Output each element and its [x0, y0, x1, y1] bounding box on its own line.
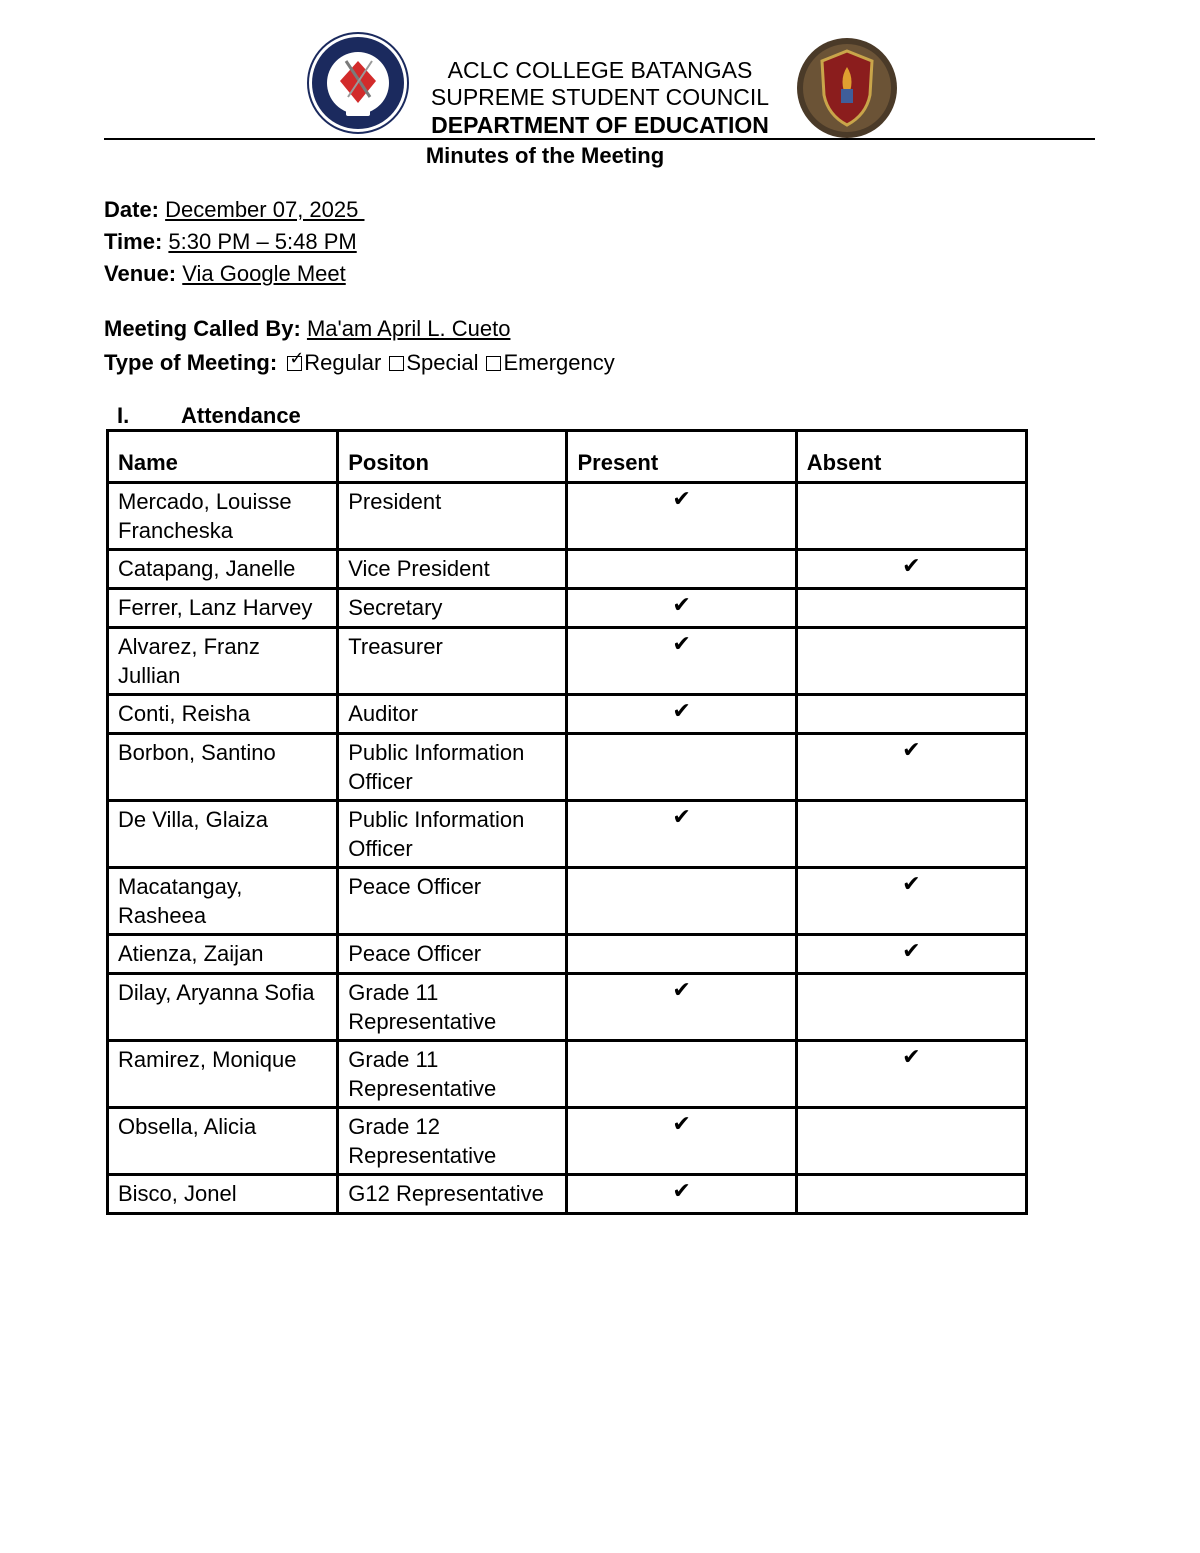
time-label: Time:	[104, 229, 163, 254]
check-mark-icon: ✔	[902, 554, 921, 579]
present-cell	[567, 868, 796, 935]
member-position: Vice President	[338, 550, 567, 589]
absent-cell	[796, 483, 1026, 550]
member-position: Peace Officer	[338, 935, 567, 974]
present-cell	[567, 1108, 796, 1175]
present-cell	[567, 483, 796, 550]
check-mark-icon: ✔	[672, 1179, 691, 1204]
meeting-type-options	[283, 350, 618, 375]
absent-cell	[796, 974, 1026, 1041]
attendance-body	[108, 483, 1027, 1214]
present-cell	[567, 801, 796, 868]
member-position: Treasurer	[338, 628, 567, 695]
section-title: Attendance	[181, 403, 301, 428]
date-row	[104, 196, 364, 224]
check-mark-icon: ✔	[672, 805, 691, 830]
council-name: SUPREME STUDENT COUNCIL	[430, 84, 770, 110]
table-row	[108, 589, 1027, 628]
called-by-label: Meeting Called By:	[104, 316, 301, 341]
absent-cell	[796, 695, 1026, 734]
absent-cell	[796, 589, 1026, 628]
member-name: Macatangay, Rasheea	[108, 868, 338, 935]
absent-cell	[796, 628, 1026, 695]
time-row	[104, 228, 357, 256]
check-mark-icon: ✔	[672, 699, 691, 724]
venue-row	[104, 260, 346, 288]
table-row	[108, 1041, 1027, 1108]
department-name: DEPARTMENT OF EDUCATION	[431, 112, 769, 138]
absent-cell	[796, 935, 1026, 974]
present-cell	[567, 1175, 796, 1214]
member-position: Peace Officer	[338, 868, 567, 935]
member-name: Bisco, Jonel	[108, 1175, 338, 1214]
present-cell	[567, 935, 796, 974]
check-mark-icon: ✔	[672, 593, 691, 618]
table-row	[108, 935, 1027, 974]
present-cell	[567, 974, 796, 1041]
check-mark-icon: ✔	[902, 1045, 921, 1070]
table-row	[108, 628, 1027, 695]
time-value: 5:30 PM – 5:48 PM	[168, 229, 357, 254]
member-name: Mercado, Louisse Francheska	[108, 483, 338, 550]
check-mark-icon: ✔	[672, 487, 691, 512]
meeting-type-checkbox[interactable]	[389, 356, 404, 371]
present-cell	[567, 628, 796, 695]
table-row	[108, 695, 1027, 734]
absent-cell	[796, 801, 1026, 868]
table-row	[108, 1175, 1027, 1214]
table-row	[108, 550, 1027, 589]
header-position: Positon	[338, 431, 567, 483]
date-value: December 07, 2025	[165, 197, 365, 222]
ssc-crest-logo	[796, 37, 898, 139]
check-mark-icon: ✔	[902, 872, 921, 897]
section-number: I.	[117, 403, 130, 428]
present-cell	[567, 695, 796, 734]
institution-name: ACLC COLLEGE BATANGAS	[447, 57, 753, 83]
table-row	[108, 1108, 1027, 1175]
member-position: G12 Representative	[338, 1175, 567, 1214]
member-position: Grade 11 Representative	[338, 1041, 567, 1108]
table-row	[108, 868, 1027, 935]
member-name: De Villa, Glaiza	[108, 801, 338, 868]
table-row	[108, 483, 1027, 550]
meeting-type-option-label: Emergency	[503, 350, 615, 375]
date-label: Date:	[104, 197, 160, 222]
member-name: Conti, Reisha	[108, 695, 338, 734]
meeting-type-checkbox[interactable]	[287, 356, 302, 371]
table-row	[108, 801, 1027, 868]
called-by-value: Ma'am April L. Cueto	[306, 316, 511, 341]
aclc-college-logo	[306, 31, 410, 135]
member-name: Catapang, Janelle	[108, 550, 338, 589]
member-position: President	[338, 483, 567, 550]
meeting-type-row	[104, 349, 619, 377]
meeting-type-checkbox[interactable]	[486, 356, 501, 371]
check-mark-icon: ✔	[672, 632, 691, 657]
check-mark-icon: ✔	[672, 1112, 691, 1137]
member-name: Borbon, Santino	[108, 734, 338, 801]
header-absent: Absent	[796, 431, 1026, 483]
member-position: Public Information Officer	[338, 734, 567, 801]
check-mark-icon: ✔	[902, 738, 921, 763]
absent-cell	[796, 734, 1026, 801]
member-position: Grade 12 Representative	[338, 1108, 567, 1175]
absent-cell	[796, 1108, 1026, 1175]
check-mark-icon: ✔	[902, 939, 921, 964]
member-name: Atienza, Zaijan	[108, 935, 338, 974]
venue-value: Via Google Meet	[182, 261, 346, 286]
absent-cell	[796, 550, 1026, 589]
member-position: Secretary	[338, 589, 567, 628]
header-name: Name	[108, 431, 338, 483]
absent-cell	[796, 1041, 1026, 1108]
attendance-heading	[117, 402, 301, 430]
venue-label: Venue:	[104, 261, 177, 286]
document-title: Minutes of the Meeting	[425, 143, 665, 168]
present-cell	[567, 1041, 796, 1108]
meeting-type-option-label: Special	[406, 350, 479, 375]
absent-cell	[796, 1175, 1026, 1214]
present-cell	[567, 734, 796, 801]
check-mark-icon: ✔	[672, 978, 691, 1003]
member-position: Public Information Officer	[338, 801, 567, 868]
meeting-type-option-label: Regular	[304, 350, 382, 375]
header-divider	[104, 138, 1095, 140]
present-cell	[567, 589, 796, 628]
table-row	[108, 974, 1027, 1041]
member-name: Obsella, Alicia	[108, 1108, 338, 1175]
table-header-row	[108, 431, 1027, 483]
header-present: Present	[567, 431, 796, 483]
member-position: Grade 11 Representative	[338, 974, 567, 1041]
absent-cell	[796, 868, 1026, 935]
member-name: Ferrer, Lanz Harvey	[108, 589, 338, 628]
member-name: Alvarez, Franz Jullian	[108, 628, 338, 695]
member-position: Auditor	[338, 695, 567, 734]
meeting-type-label: Type of Meeting:	[104, 350, 278, 375]
table-row	[108, 734, 1027, 801]
called-by-row	[104, 315, 510, 343]
present-cell	[567, 550, 796, 589]
member-name: Dilay, Aryanna Sofia	[108, 974, 338, 1041]
member-name: Ramirez, Monique	[108, 1041, 338, 1108]
attendance-table	[106, 429, 1028, 1215]
